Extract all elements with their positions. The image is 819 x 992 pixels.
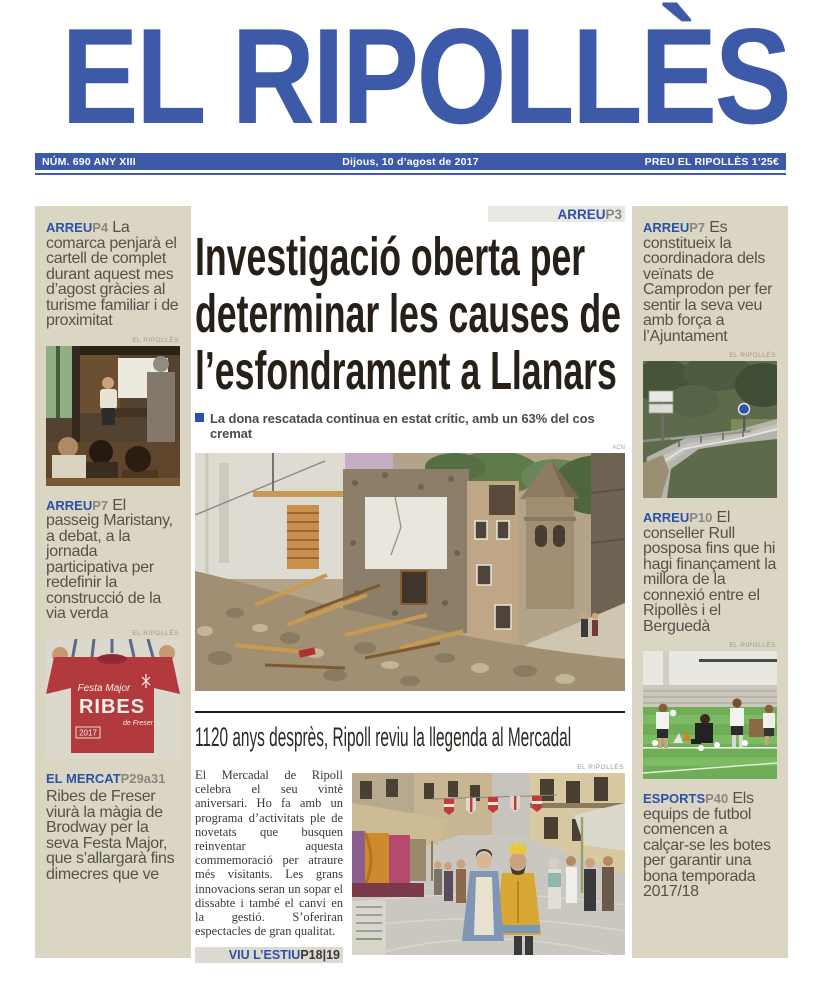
kicker-label: ESPORTS [643, 791, 706, 806]
photo-credit: EL RIPOLLÈS [729, 642, 776, 649]
main-headline-line: l’esfondrament a Llanars [195, 341, 617, 401]
mercadal-photo-block [352, 764, 625, 963]
tshirt-print-line2: RIBES [78, 695, 146, 718]
kicker-label: VIU L’ESTIU [228, 948, 301, 963]
main-subhead [195, 411, 625, 441]
bullet-square-icon [195, 413, 204, 422]
second-story-text [195, 764, 343, 963]
left-sidebar [35, 206, 191, 958]
meeting-photo [46, 346, 180, 486]
main-headline [195, 229, 625, 400]
main-story-kicker-bar [488, 206, 625, 222]
teaser-arreu-p4 [46, 220, 180, 329]
llanars-collapse-photo [195, 453, 625, 691]
kicker-page: P4 [92, 220, 109, 235]
viu-lestiu-tag [195, 947, 343, 963]
subhead-text: La dona rescatada continua en estat crític, amb un 63% del cos cremat [210, 411, 595, 441]
issue-number: NÚM. 690 ANY XIII [42, 155, 136, 168]
masthead-title: EL RIPOLLÈS [61, 0, 790, 152]
teaser-text: Ribes de Freser viurà la màgia de Brodway per la seva Festa Major, que s’allargarà fins dimecres que ve [46, 788, 175, 883]
teaser-arreu-p7-camprodon [643, 220, 777, 344]
edition-date: Dijous, 10 d’agost de 2017 [342, 155, 479, 168]
teaser-el-mercat [46, 771, 180, 883]
kicker-page: P7 [92, 497, 109, 513]
teaser-arreu-p7 [46, 498, 180, 622]
price-text: PREU EL RIPOLLÈS 1’25€ [644, 155, 779, 168]
kicker-page: P10 [689, 510, 713, 525]
right-sidebar [632, 206, 788, 958]
kicker-page: P40 [705, 791, 729, 806]
festa-major-tshirt-photo [46, 639, 180, 759]
section-rule [195, 711, 625, 713]
teaser-text: El passeig Maristany, a debat, a la jornada participativa per redefinir la construcció de la via verda [46, 496, 173, 622]
kicker-label: ARREU [643, 510, 690, 525]
kicker-page: P7 [689, 220, 706, 235]
teaser-text: Es constitueix la coordinadora dels veïnats de Camprodon per fer sentir la seva veu amb força a l’Ajuntament [643, 219, 773, 345]
teaser-esports-p40 [643, 791, 777, 900]
teaser-arreu-p10 [643, 510, 777, 634]
photo-credit: EL RIPOLLÈS [577, 764, 624, 771]
tshirt-print-line4: 2017 [79, 728, 97, 737]
photo-credit: EL RIPOLLÈS [132, 336, 179, 344]
main-headline-line: determinar les causes de [195, 284, 621, 344]
main-column [195, 206, 625, 963]
kicker-page: P29a31 [120, 770, 166, 786]
dateline-bar [35, 153, 786, 170]
kicker-label: ARREU [643, 220, 690, 235]
main-headline-line: Investigació oberta per [195, 227, 586, 287]
kicker-page: P3 [605, 206, 622, 222]
masthead-rule [35, 173, 786, 175]
photo-credit: ACN [612, 445, 625, 451]
kicker-label: ARREU [46, 497, 93, 513]
road-photo [643, 361, 777, 498]
kicker-page: P18|19 [300, 948, 340, 963]
kicker-label: ARREU [46, 220, 93, 235]
photo-credit: EL RIPOLLÈS [729, 352, 776, 359]
kicker-label: ARREU [557, 206, 606, 222]
teaser-text: El conseller Rull posposa fins que hi hagi finançament la millora de la connexió entre el Ripollès i el Berguedà [643, 509, 777, 635]
tshirt-print-line1: Festa Major [77, 682, 131, 694]
tshirt-print-line3: de Freser [123, 719, 153, 727]
photo-credit: EL RIPOLLÈS [132, 629, 179, 637]
football-training-photo [643, 651, 777, 779]
second-headline: 1120 anys desprès, Ripoll reviu la llegenda al Mercadal [195, 722, 572, 752]
teaser-text: La comarca penjarà el cartell de complet durant aquest mes d’agost gràcies al turisme familiar i de proximitat [46, 219, 179, 329]
second-story-body: El Mercadal de Ripoll celebra el seu vintè aniversari. Ho fa amb un programa d’activitats ple de novetats que busquen reinventar aquesta commemoració per atraure més visitants. Les grans innovacions seran un sopar el dissabte i també el canvi en la gestió. S’oferiran espectacles de gran qualitat. [195, 768, 343, 939]
mercadal-procession-photo [352, 773, 625, 955]
teaser-text: Els equips de futbol comencen a calçar-se les botes per garantir una bona temporada 2017/18 [643, 790, 771, 900]
kicker-label: EL MERCAT [46, 770, 121, 786]
